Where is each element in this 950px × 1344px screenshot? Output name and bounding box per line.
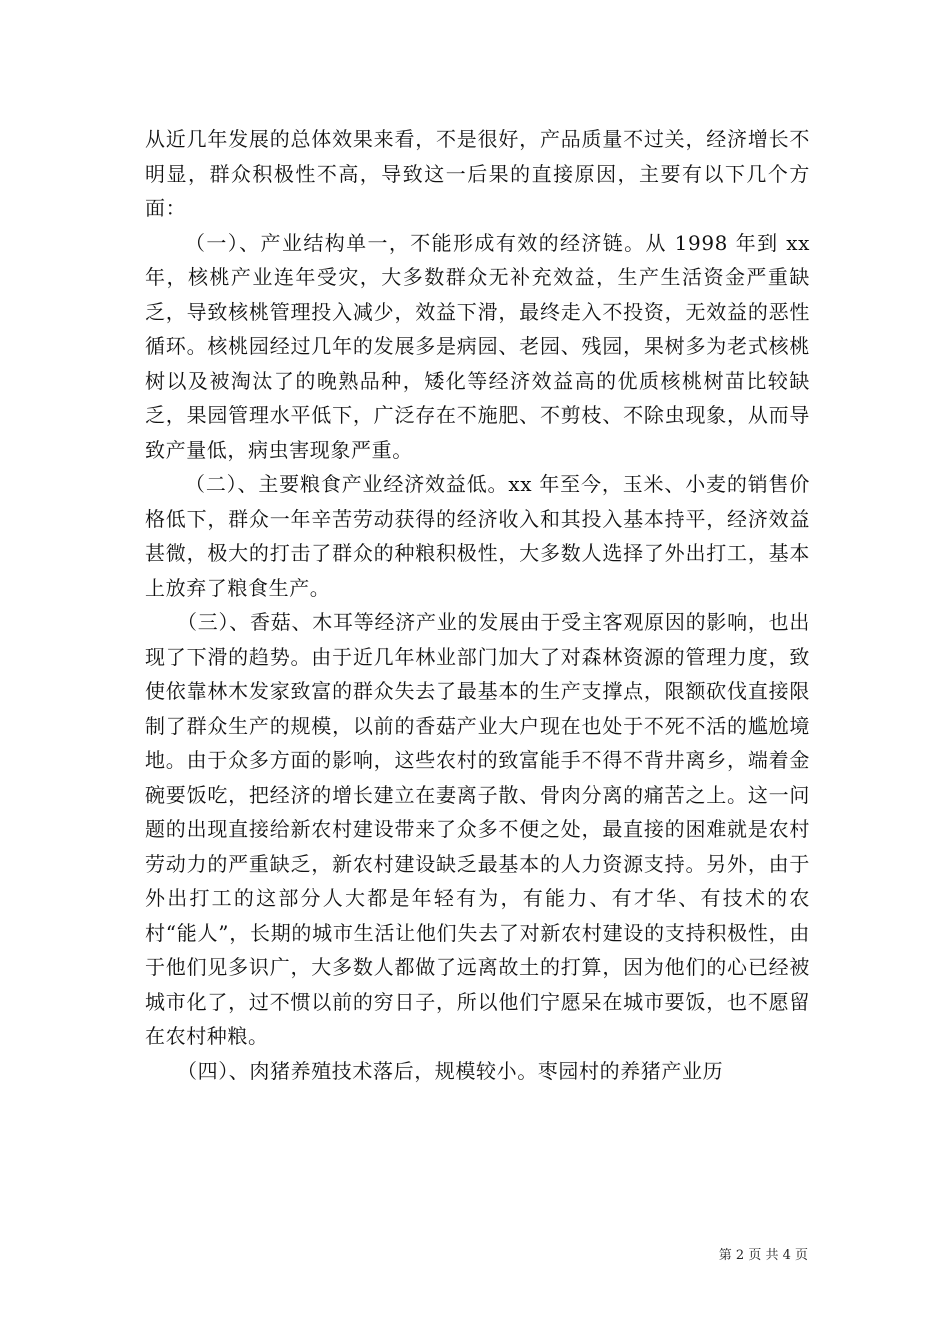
document-body (145, 122, 810, 1088)
paragraph-section-3: （三）、香菇、木耳等经济产业的发展由于受主客观原因的影响，也出现了下滑的趋势。由于近几年林业部门加大了对森林资源的管理力度，致使依靠林木发家致富的群众失去了最基本的生产支撑点，限额砍伐直接限制了群众生产的规模，以前的香菇产业大户现在也处于不死不活的尴尬境地。由于众多方面的影响，这些农村的致富能手不得不背井离乡，端着金碗要饭吃，把经济的增长建立在妻离子散、骨肉分离的痛苦之上。这一问题的出现直接给新农村建设带来了众多不便之处，最直接的困难就是农村劳动力的严重缺乏，新农村建设缺乏最基本的人力资源支持。另外，由于外出打工的这部分人大都是年轻有为，有能力、有才华、有技术的农村“能人”，长期的城市生活让他们失去了对新农村建设的支持积极性，由于他们见多识广，大多数人都做了远离故土的打算，因为他们的心已经被城市化了，过不惯以前的穷日子，所以他们宁愿呆在城市要饭，也不愿留在农村种粮。 (145, 610, 810, 1048)
paragraph-section-4: （四）、肉猪养殖技术落后，规模较小。枣园村的养猪产业历 (177, 1058, 724, 1083)
paragraph-section-2: （二）、主要粮食产业经济效益低。xx 年至今，玉米、小麦的销售价格低下，群众一年辛苦劳动获得的经济收入和其投入基本持平，经济效益甚微，极大的打击了群众的种粮积极性，大多数人选择了外出打工，基本上放弃了粮食生产。 (145, 472, 810, 600)
page-number-footer: 第 2 页 共 4 页 (718, 1248, 808, 1263)
paragraph-section-1: （一）、产业结构单一，不能形成有效的经济链。从 1998 年到 xx 年，核桃产业连年受灾，大多数群众无补充效益，生产生活资金严重缺乏，导致核桃管理投入减少，效益下滑，最终走入不投资，无效益的恶性循环。核桃园经过几年的发展多是病园、老园、残园，果树多为老式核桃树以及被淘汰了的晚熟品种，矮化等经济效益高的优质核桃树苗比较缺乏，果园管理水平低下，广泛存在不施肥、不剪枝、不除虫现象，从而导致产量低，病虫害现象严重。 (145, 230, 810, 462)
paragraph-intro: 从近几年发展的总体效果来看，不是很好，产品质量不过关，经济增长不明显，群众积极性不高，导致这一后果的直接原因，主要有以下几个方面： (145, 127, 810, 220)
